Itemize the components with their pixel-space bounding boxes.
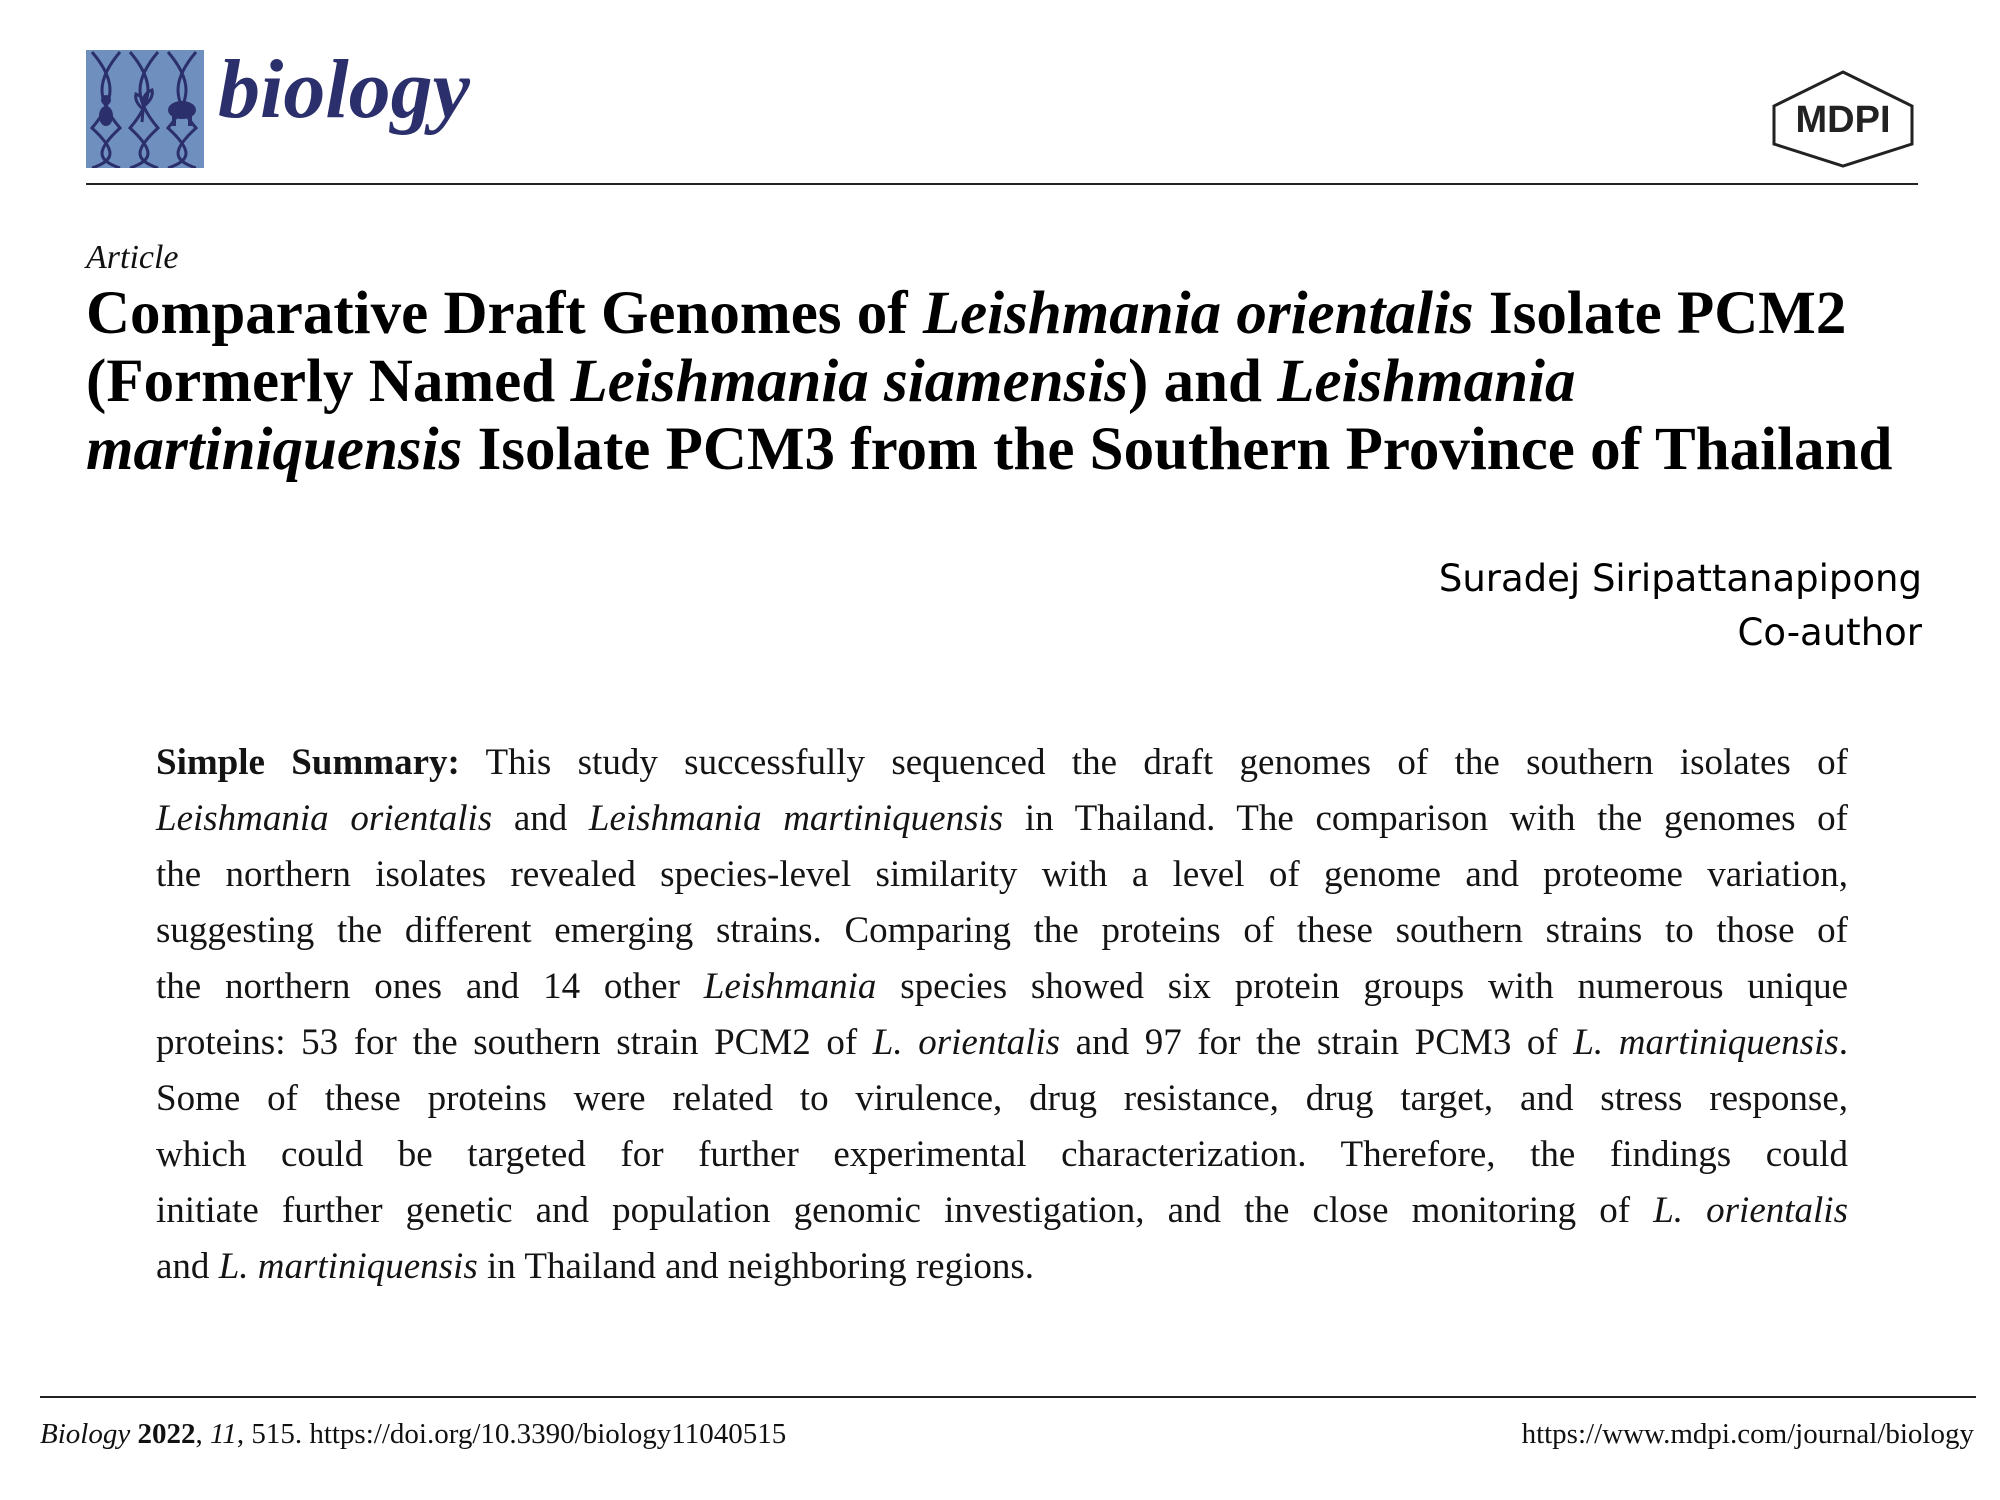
author-name: Suradej Siripattanapipong	[1438, 557, 1922, 600]
title-species: Leishmania orientalis	[922, 280, 1474, 347]
author-annotation	[1439, 552, 1922, 660]
title-part: ) and	[1128, 348, 1278, 415]
citation-year: 2022	[137, 1418, 196, 1450]
journal-url-link[interactable]: https://www.mdpi.com/journal/biology	[1521, 1418, 1974, 1450]
journal-logo-icon	[86, 50, 204, 168]
summary-line: and L. martiniquensis in Thailand and neighboring regions.	[156, 1246, 1034, 1287]
summary-line: suggesting the different emerging strains. Comparing the proteins of these southern strains to those of	[156, 910, 1848, 951]
simple-summary	[156, 735, 1848, 1295]
summary-line: the northern isolates revealed species-level similarity with a level of genome and proteome variation,	[156, 854, 1848, 895]
title-part: Isolate PCM3 from the Southern Province of Thailand	[462, 416, 1893, 483]
header-divider	[86, 183, 1918, 185]
summary-line: Simple Summary: This study successfully sequenced the draft genomes of the southern isolates of	[156, 742, 1848, 783]
summary-line: Some of these proteins were related to virulence, drug resistance, drug target, and stress response,	[156, 1078, 1848, 1119]
summary-line: proteins: 53 for the southern strain PCM2 of L. orientalis and 97 for the strain PCM3 of L. martiniquensis.	[156, 1022, 1849, 1063]
summary-line: Leishmania orientalis and Leishmania martiniquensis in Thailand. The comparison with the genomes of	[156, 798, 1848, 839]
summary-line: initiate further genetic and population genomic investigation, and the close monitoring of L. orientalis	[156, 1190, 1848, 1231]
citation-journal: Biology	[40, 1418, 131, 1450]
title-species: Leishmania martiniquensis	[86, 348, 1576, 483]
citation-volume: 11	[209, 1418, 237, 1450]
article-title	[86, 280, 1946, 484]
citation-doi[interactable]: , 515. https://doi.org/10.3390/biology11040515	[236, 1418, 787, 1450]
title-part: Comparative Draft Genomes of	[86, 280, 923, 347]
summary-line: which could be targeted for further experimental characterization. Therefore, the findings could	[156, 1134, 1848, 1175]
mdpi-logo-text: MDPI	[1795, 99, 1891, 141]
title-part: Isolate PCM2 (Formerly Named	[86, 280, 1847, 415]
title-species: Leishmania siamensis	[570, 348, 1129, 415]
dna-figures-icon	[86, 50, 204, 168]
citation: Biology 2022, 11, 515. https://doi.org/10.3390/biology11040515	[40, 1418, 787, 1450]
journal-name: biology	[218, 43, 470, 136]
mdpi-logo	[1770, 70, 1916, 168]
author-role: Co-author	[1737, 611, 1922, 654]
summary-line: the northern ones and 14 other Leishmania species showed six protein groups with numerous unique	[156, 966, 1848, 1007]
article-type: Article	[86, 239, 179, 276]
footer-divider	[40, 1396, 1976, 1398]
summary-label: Simple Summary:	[156, 742, 460, 783]
